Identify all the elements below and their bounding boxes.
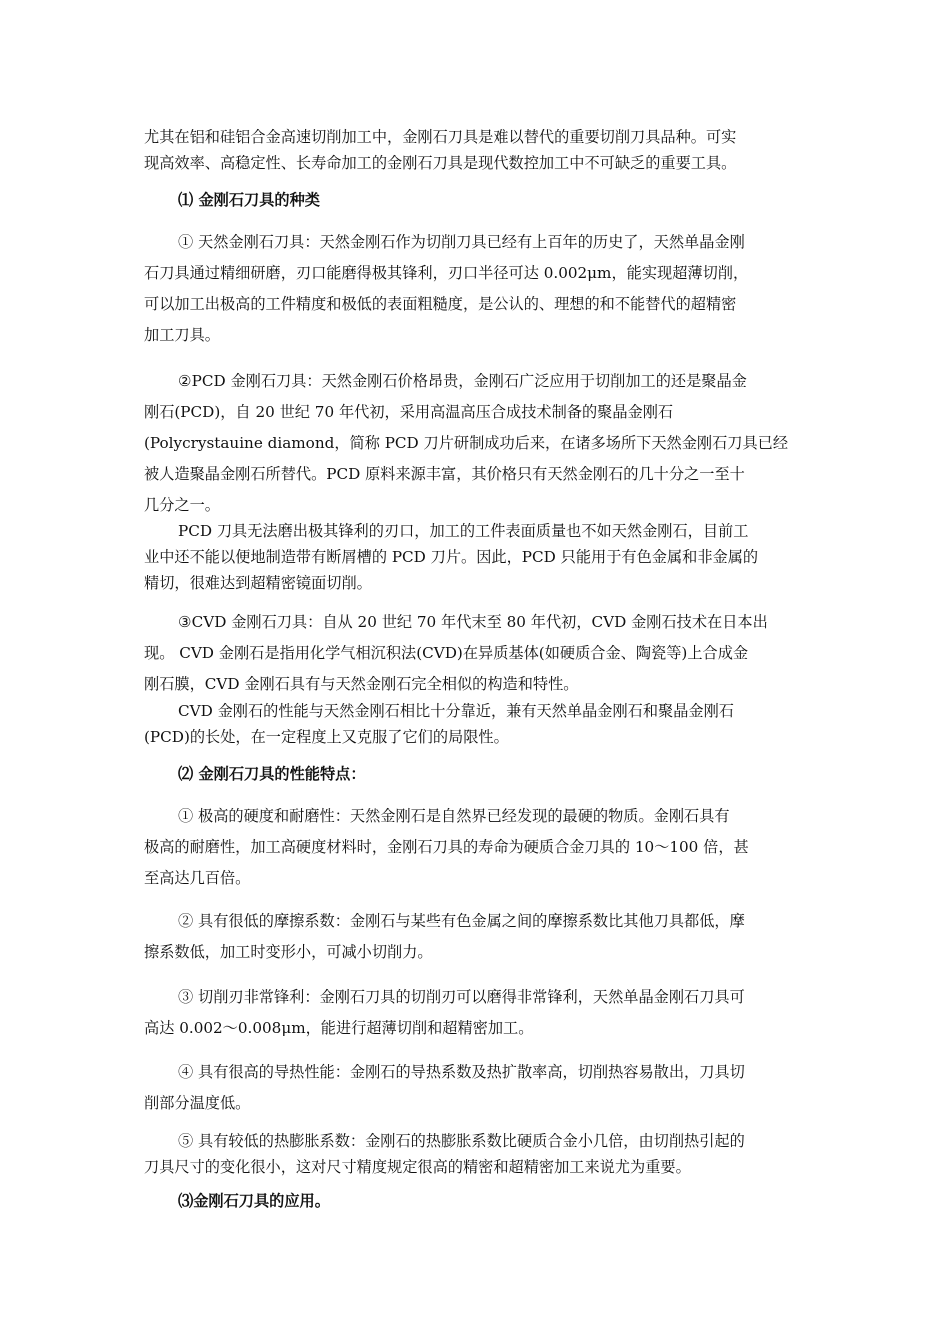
text-line: 至高达几百倍。 <box>144 869 251 887</box>
text-line: ⑤ 具有较低的热膨胀系数：金刚石的热膨胀系数比硬质合金小几倍，由切削热引起的 <box>178 1132 745 1150</box>
text-line: ② 具有很低的摩擦系数：金刚石与某些有色金属之间的摩擦系数比其他刀具都低，摩 <box>178 912 745 930</box>
paragraph-pcd-diamond <box>144 366 810 521</box>
text-line: ① 极高的硬度和耐磨性：天然金刚石是自然界已经发现的最硬的物质。金刚石具有 <box>178 807 730 825</box>
text-line: 被人造聚晶金刚石所替代。PCD 原料来源丰富，其价格只有天然金刚石的几十分之一至十 <box>144 465 745 483</box>
text-line: CVD 金刚石的性能与天然金刚石相比十分靠近，兼有天然单晶金刚石和聚晶金刚石 <box>178 702 734 720</box>
paragraph-sharp-edge <box>144 982 810 1044</box>
text-line: 擦系数低，加工时变形小，可减小切削力。 <box>144 943 433 961</box>
paragraph-thermal-expansion <box>144 1128 810 1180</box>
paragraph-thermal-conductivity <box>144 1057 810 1119</box>
text-line: PCD 刀具无法磨出极其锋利的刃口，加工的工件表面质量也不如天然金刚石，目前工 <box>178 522 749 540</box>
text-line: 石刀具通过精细研磨，刃口能磨得极其锋利，刃口半径可达 0.002μm，能实现超薄切削， <box>144 264 749 282</box>
text-line: ③ 切削刃非常锋利：金刚石刀具的切削刃可以磨得非常锋利，天然单晶金刚石刀具可 <box>178 988 745 1006</box>
text-line: 刚石膜，CVD 金刚石具有与天然金刚石完全相似的构造和特性。 <box>144 675 579 693</box>
text-line: 可以加工出极高的工件精度和极低的表面粗糙度，是公认的、理想的和不能替代的超精密 <box>144 295 737 313</box>
text-line: 刀具尺寸的变化很小，这对尺寸精度规定很高的精密和超精密加工来说尤为重要。 <box>144 1158 691 1176</box>
text-line: 削部分温度低。 <box>144 1094 251 1112</box>
text-line: 业中还不能以便地制造带有断屑槽的 PCD 刀片。因此，PCD 只能用于有色金属和非金属的 <box>144 548 759 566</box>
text-line: ④ 具有很高的导热性能：金刚石的导热系数及热扩散率高，切削热容易散出，刀具切 <box>178 1063 745 1081</box>
paragraph-hardness <box>144 801 810 894</box>
text-line: (PCD)的长处，在一定程度上又克服了它们的局限性。 <box>144 728 509 746</box>
paragraph-natural-diamond <box>144 227 810 351</box>
text-line: 现高效率、高稳定性、长寿命加工的金刚石刀具是现代数控加工中不可缺乏的重要工具。 <box>144 154 737 172</box>
text-line: ③CVD 金刚石刀具：自从 20 世纪 70 年代末至 80 年代初，CVD 金刚石技术在日本出 <box>178 613 768 631</box>
text-line: 刚石(PCD)，自 20 世纪 70 年代初，采用高温高压合成技术制备的聚晶金刚石 <box>144 403 674 421</box>
paragraph-cvd-diamond <box>144 607 810 700</box>
text-line: (Polycrystauine diamond，简称 PCD 刀片研制成功后来，在诸多场所下天然金刚石刀具已经 <box>144 434 789 452</box>
text-line: 现。 CVD 金刚石是指用化学气相沉积法(CVD)在异质基体(如硬质合金、陶瓷等)上合成金 <box>144 644 749 662</box>
paragraph-pcd-limitations <box>144 518 810 596</box>
paragraph-friction <box>144 906 810 968</box>
paragraph-cvd-properties <box>144 698 810 750</box>
intro-paragraph <box>144 124 810 176</box>
section-heading-types: ⑴ 金刚石刀具的种类 <box>178 191 320 209</box>
section-heading-characteristics: ⑵ 金刚石刀具的性能特点： <box>178 765 366 783</box>
text-line: 几分之一。 <box>144 496 220 514</box>
text-line: 尤其在铝和硅铝合金高速切削加工中，金刚石刀具是难以替代的重要切削刀具品种。可实 <box>144 128 737 146</box>
text-line: ②PCD 金刚石刀具：天然金刚石价格昂贵，金刚石广泛应用于切削加工的还是聚晶金 <box>178 372 747 390</box>
text-line: ① 天然金刚石刀具：天然金刚石作为切削刀具已经有上百年的历史了，天然单晶金刚 <box>178 233 745 251</box>
text-line: 加工刀具。 <box>144 326 220 344</box>
text-line: 极高的耐磨性，加工高硬度材料时，金刚石刀具的寿命为硬质合金刀具的 10～100 倍，甚 <box>144 838 749 856</box>
text-line: 精切，很难达到超精密镜面切削。 <box>144 574 372 592</box>
text-line: 高达 0.002～0.008μm，能进行超薄切削和超精密加工。 <box>144 1019 534 1037</box>
section-heading-applications: ⑶金刚石刀具的应用。 <box>178 1192 330 1210</box>
